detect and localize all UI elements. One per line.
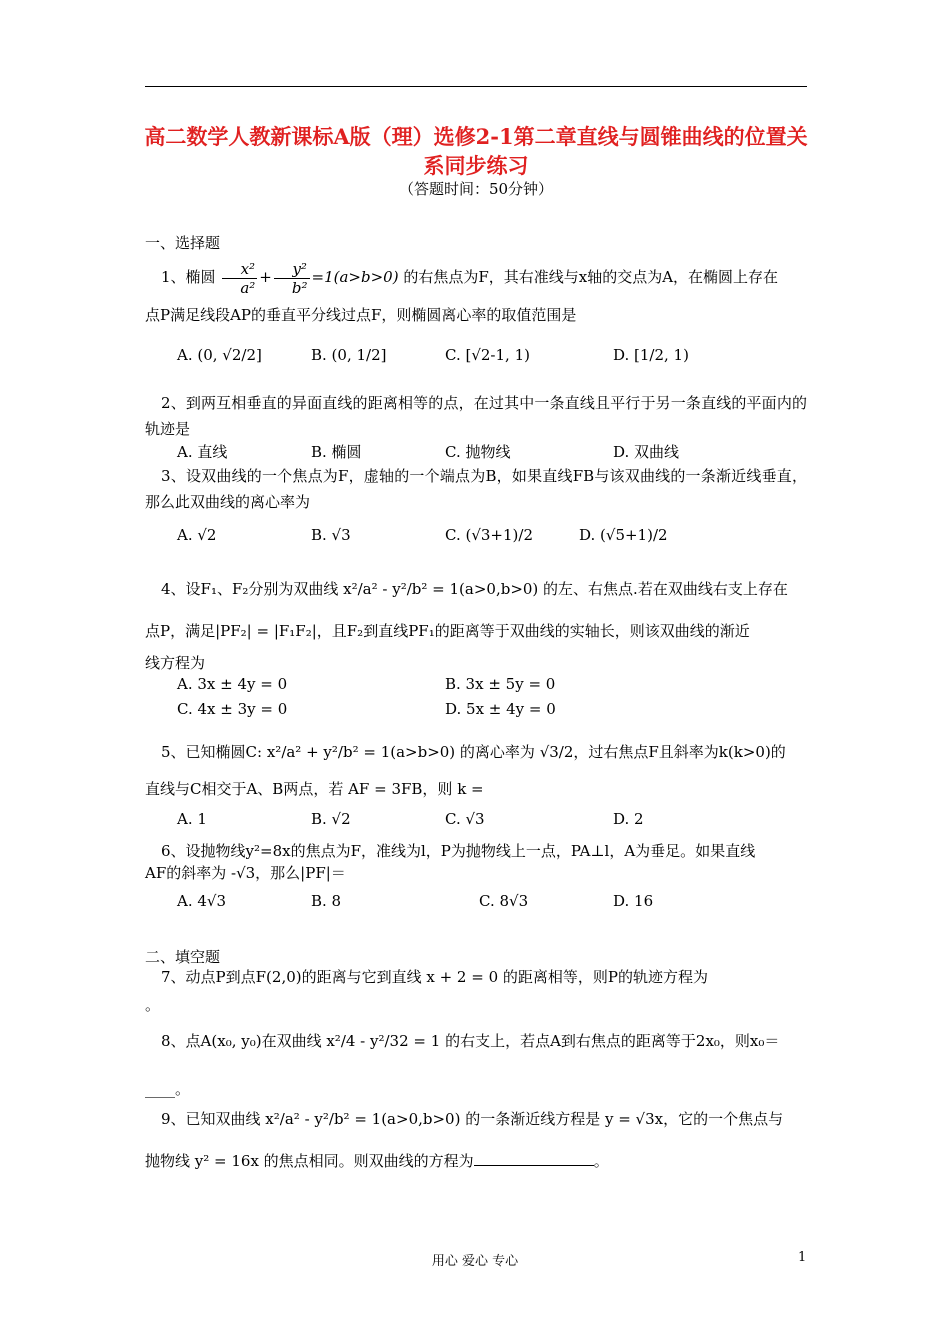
q9-line2-end: 。: [593, 1152, 609, 1170]
q9-line2: 抛物线 y² = 16x 的焦点相同。则双曲线的方程为: [145, 1152, 474, 1170]
q1-lead: 1、椭圆: [161, 268, 216, 286]
q8-line1: 8、点A(x₀, y₀)在双曲线 x²/4 - y²/32 = 1 的右支上，若点A到右焦点的距离等于2x₀，则x₀＝: [161, 1032, 780, 1050]
question-4-line2: [145, 614, 807, 648]
question-5-line2: [145, 776, 807, 802]
question-8: [145, 1024, 807, 1058]
question-2: [145, 390, 807, 442]
q6-line1: 6、设抛物线y²=8x的焦点为F，准线为l，P为抛物线上一点，PA⊥l，A为垂足。如果直线: [161, 842, 756, 860]
q2-option-d: D. 双曲线: [613, 443, 680, 461]
question-7-line2: [145, 992, 807, 1018]
section-heading-choice: 一、选择题: [145, 234, 221, 252]
q1-option-a: A. (0, √2/2]: [177, 346, 262, 364]
q3-option-c: C. (√3+1)/2: [445, 526, 533, 544]
q9-answer-blank: [474, 1151, 594, 1166]
q1-option-c: C. [√2-1, 1): [445, 346, 530, 364]
q4-line2: 点P，满足|PF₂| = |F₁F₂|，且F₂到直线PF₁的距离等于双曲线的实轴长，则该双曲线的渐近: [145, 622, 750, 640]
q7-line2: 。: [145, 996, 161, 1014]
q4-option-a: A. 3x ± 4y = 0: [177, 675, 288, 693]
q8-line2: ____。: [145, 1080, 191, 1098]
q5-option-b: B. √2: [311, 810, 351, 828]
question-4: [145, 572, 807, 606]
q5-option-d: D. 2: [613, 810, 644, 828]
q3-option-d: D. (√5+1)/2: [579, 526, 668, 544]
q4-line3: 线方程为: [145, 654, 206, 672]
q3-option-b: B. √3: [311, 526, 351, 544]
page-title: 高二数学人教新课标A版（理）选修2-1第二章直线与圆锥曲线的位置关系同步练习: [144, 124, 808, 178]
q2-option-c: C. 抛物线: [445, 443, 511, 461]
q1-frac-x: $\frac{\text{x²}}{\text{a²}}$: [222, 260, 257, 297]
q4-option-b: B. 3x ± 5y = 0: [445, 675, 556, 693]
q5-line1: 5、已知椭圆C: x²/a² + y²/b² = 1(a>b>0) 的离心率为 √3/2，过右焦点F且斜率为k(k>0)的: [161, 743, 786, 761]
q5-line2: 直线与C相交于A、B两点，若 AF = 3FB，则 k =: [145, 780, 484, 798]
q5-option-a: A. 1: [177, 810, 207, 828]
q3-option-a: A. √2: [177, 526, 217, 544]
q4-line1: 4、设F₁、F₂分别为双曲线 x²/a² - y²/b² = 1(a>0,b>0) 的左、右焦点.若在双曲线右支上存在: [161, 580, 788, 598]
q6-option-b: B. 8: [311, 892, 342, 910]
q4-option-c: C. 4x ± 3y = 0: [177, 700, 288, 718]
q1-option-d: D. [1/2, 1): [613, 346, 689, 364]
q7-line1: 7、动点P到点F(2,0)的距离与它到直线 x + 2 = 0 的距离相等，则P的轨迹方程为: [161, 968, 708, 986]
q1-option-b: B. (0, 1/2]: [311, 346, 387, 364]
page-footer: 用心 爱心 专心: [431, 1254, 519, 1269]
question-7: [145, 964, 807, 990]
question-1: 1、椭圆 $\frac{\text{x²}}{\text{a²}}$ + $\frac{\text{y²}}{\text{b²}}$ =1(a>b>0) 的右焦点为F，其右准线与x轴的交点为A，在椭圆上存在: [161, 259, 779, 297]
q1-line2: 点P满足线段AP的垂直平分线过点F，则椭圆离心率的取值范围是: [145, 306, 577, 324]
q3-text: 3、设双曲线的一个焦点为F，虚轴的一个端点为B，如果直线FB与该双曲线的一条渐近线垂直，那么此双曲线的离心率为: [145, 467, 807, 511]
q5-option-c: C. √3: [445, 810, 485, 828]
q2-text: 2、到两互相垂直的异面直线的距离相等的点，在过其中一条直线且平行于另一条直线的平面内的轨迹是: [145, 394, 807, 438]
q2-option-a: A. 直线: [177, 443, 228, 461]
q6-option-a: A. 4√3: [177, 892, 227, 910]
q4-option-d: D. 5x ± 4y = 0: [445, 700, 556, 718]
header-rule: [145, 86, 807, 87]
question-9: [145, 1102, 807, 1136]
question-8-line2: [145, 1076, 807, 1102]
q6-option-d: D. 16: [613, 892, 654, 910]
q6-option-c: C. 8√3: [479, 892, 529, 910]
q1-tail: 的右焦点为F，其右准线与x轴的交点为A，在椭圆上存在: [403, 268, 779, 286]
page-number: 1: [798, 1250, 807, 1265]
question-3: [145, 463, 807, 515]
question-5: [145, 735, 807, 769]
question-9-line2: [145, 1148, 807, 1174]
question-1-line2: [145, 298, 807, 332]
section-heading-fill: 二、填空题: [145, 948, 221, 966]
q1-frac-y: $\frac{\text{y²}}{\text{b²}}$: [274, 260, 310, 297]
question-4-line3: [145, 652, 807, 674]
question-6-line2: [145, 860, 807, 886]
q2-option-b: B. 椭圆: [311, 443, 362, 461]
q9-line1: 9、已知双曲线 x²/a² - y²/b² = 1(a>0,b>0) 的一条渐近线方程是 y = √3x，它的一个焦点与: [161, 1110, 784, 1128]
page-subtitle: （答题时间：50分钟）: [398, 180, 554, 198]
q6-line2: AF的斜率为 -√3，那么|PF|＝: [145, 864, 346, 882]
